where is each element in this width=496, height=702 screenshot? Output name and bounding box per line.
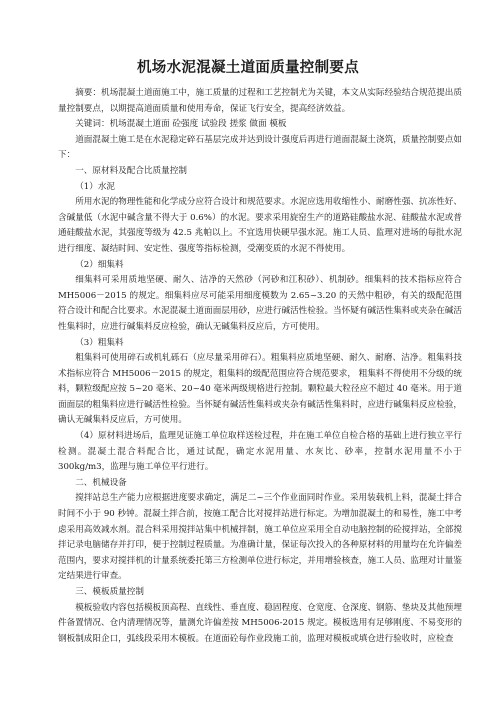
body-paragraph: 细集料可采用质地坚硬、耐久、洁净的天然砂（河砂和江积砂）、机制砂。细集料的技术指标应符合 MH5006－2015 的规定。细集料应尽可能采用细度模数为 2.65~3.20 的天然中粗砂，有关的级配范围符合设计和配合比要求。水泥混凝土道面面层用砂，应进行碱活性检验。当怀疑有碱活性集料或夹杂在碱活性集料时，应进行碱集料反应检验，确认无碱集料反应后，方可使用。 (58, 275, 462, 332)
body-paragraph: 搅拌站总生产能力应根据进度要求确定，满足二~三个作业面同时作业。采用装载机上料，混凝土拌合时间不小于 90 秒钟。混凝土拌合前，按施工配合比对搅拌站进行标定。为增加混凝土的和易性，施工中考虑采用高效减水剂。混合料采用搅拌站集中机械拌制，施工单位应采用全自动电脑控制的砼搅拌站，全部搅拌记录电脑储存并打印，便于控制过程质量。为准确计量，保证每次投入的各种原材料的用量均在允许偏差范围内，要求对搅拌机的计量系统委托第三方检测单位进行标定，并用增验核查，施工人员、监理对计量鉴定结果进行审查。 (58, 493, 462, 582)
body-paragraph: 模板验收内容包括模板顶高程、直线性、垂直度、稳固程度、仓宽度、仓深度、钢筋、垫块及其他预埋件备置情况、仓内清理情况等，量测允许偏差按 MH5006-2015 规定。模板选用有足够刚度、不易变形的钢板制成阳企口，弧线段采用木模板。在道面砼每作业段施工前，监理对模板或填仓进行验收时，应检查 (58, 602, 462, 644)
keywords-paragraph: 关键词：机场混凝土道面 砼强度 试验段 搓浆 做面 模板 (75, 119, 287, 130)
body-paragraph: 所用水泥的物理性能和化学成分应符合设计和规范要求。水泥应选用收缩性小、耐磨性强、抗冻性好、含碱量低（水泥中碱含量不得大于 0.6%）的水泥。要求采用旋窑生产的道路硅酸盐水泥、硅酸盐水泥或普通硅酸盐水泥，其强度等级为 42.5 兆帕以上。不宜选用快硬早强水泥。施工人员、监理对进场的每批水泥进行细度、凝结时间、安定性、强度等指标检测，受潮变质的水泥不得使用。 (58, 197, 462, 254)
page-title: 机场水泥混凝土道面质量控制要点 (137, 60, 359, 76)
body-paragraph: （4）原材料进场后，监理见证施工单位取样送检过程，并在施工单位自检合格的基础上进行独立平行检测。混凝土混合料配合比，通过试配，确定水泥用量、水灰比、砂率，控制水泥用量不小于 300kg/m3，监理与施工单位平行进行。 (58, 431, 462, 473)
section-heading: 一、原材料及配合比质量控制 (75, 165, 187, 176)
body-paragraph: 粗集料可使用碎石或机轧砾石（应尽量采用碎石）。粗集料应质地坚硬、耐久、耐磨、洁净。粗集料技术指标应符合 MH5006－2015 的规定，粗集料的级配范围应符合规范要求， 粗集料不得使用不分级的统料，颗粒级配应按 5~20 毫米、20~40 毫米两级规格进行控制。颗粒最大粒径应不超过 40 毫米。用于道面面层的粗集料应进行碱活性检验。当怀疑有碱活性集料或夹杂有碱活性集料时，应进行碱集料反应检验，确认无碱集料反应后，方可使用。 (58, 353, 462, 426)
intro-paragraph: 道面混凝土施工是在水泥稳定碎石基层完成并达到设计强度后再进行道面混凝土浇筑，质量控制要点如下： (58, 134, 462, 161)
section-heading: 二、机械设备 (75, 477, 127, 488)
subsection-heading: （1）水泥 (75, 181, 116, 192)
section-heading: 三、模板质量控制 (75, 587, 144, 597)
subsection-heading: （2）细集料 (75, 259, 124, 270)
subsection-heading: （3）粗集料 (75, 337, 124, 348)
abstract-paragraph: 摘要：机场混凝土道面施工中，施工质量的过程和工艺控制尤为关键，本文从实际经验结合规范提出质量控制要点，以期提高道面质量和使用寿命，保证飞行安全，提高经济效益。 (58, 88, 462, 114)
document-body (58, 86, 462, 647)
